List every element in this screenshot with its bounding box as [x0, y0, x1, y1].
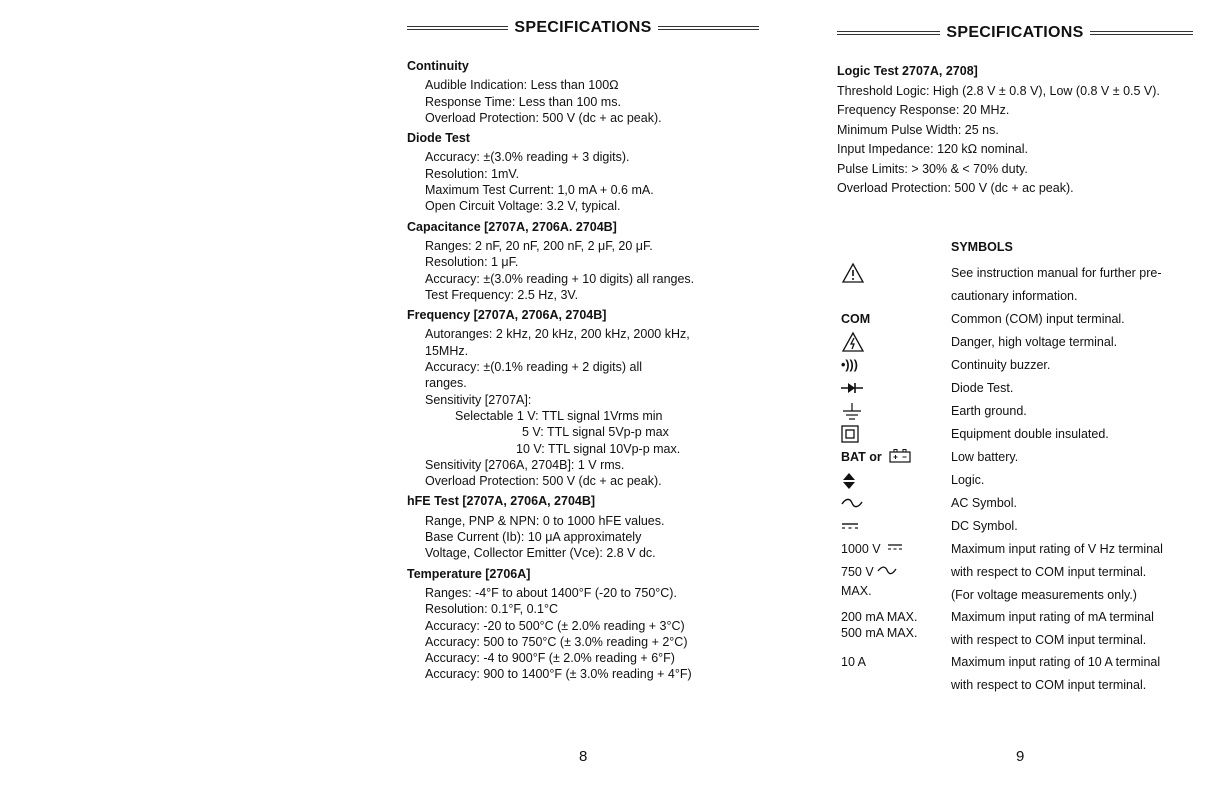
spec-line: Test Frequency: 2.5 Hz, 3V.	[425, 287, 579, 302]
diode-icon	[841, 382, 863, 394]
header-rule-left	[837, 31, 940, 35]
ac-icon	[841, 498, 863, 508]
logic-spec	[837, 62, 1207, 199]
spec-line: Sensitivity [2706A, 2704B]: 1 V rms.	[425, 457, 625, 472]
page-number: 8	[579, 748, 588, 765]
max-label: MAX.	[841, 584, 872, 598]
spec-line: Autoranges: 2 kHz, 20 kHz, 200 kHz, 2000 kHz,	[425, 327, 690, 342]
symbol-desc: AC Symbol.	[951, 496, 1017, 510]
right-page	[820, 0, 1220, 798]
high-voltage-icon	[841, 331, 865, 353]
spec-line: 15MHz.	[425, 343, 469, 358]
spec-subline: Selectable 1 V: TTL signal 1Vrms min	[455, 408, 663, 423]
spec-line: Voltage, Collector Emitter (Vce): 2.8 V dc.	[425, 546, 656, 561]
symbol-desc: with respect to COM input terminal.	[951, 633, 1147, 647]
frequency-heading: Frequency [2707A, 2706A, 2704B]	[407, 308, 607, 323]
earth-ground-icon	[841, 403, 863, 421]
v1000-text: 1000 V	[841, 542, 881, 556]
dc-icon	[841, 522, 859, 530]
spec-line: Maximum Test Current: 1,0 mA + 0.6 mA.	[425, 183, 654, 198]
v1000-label	[841, 538, 903, 561]
continuity-heading: Continuity	[407, 59, 469, 73]
spec-line: Accuracy: ±(3.0% reading + 10 digits) all ranges.	[425, 271, 695, 286]
spec-subline: 10 V: TTL signal 10Vp-p max.	[516, 441, 681, 456]
symbol-desc: Danger, high voltage terminal.	[951, 335, 1118, 349]
spec-line: Ranges: -4°F to about 1400°F (-20 to 750°C).	[425, 585, 677, 600]
symbol-desc: Maximum input rating of mA terminal	[951, 610, 1154, 624]
symbol-desc: with respect to COM input terminal.	[951, 565, 1147, 579]
battery-icon	[889, 449, 911, 463]
symbol-desc: DC Symbol.	[951, 519, 1018, 533]
ac-icon	[877, 566, 897, 575]
spec-line: Accuracy: ±(0.1% reading + 2 digits) all	[425, 360, 643, 375]
symbol-desc: Common (COM) input terminal.	[951, 312, 1125, 326]
spec-line: ranges.	[425, 376, 467, 391]
spec-line: Accuracy: -4 to 900°F (± 2.0% reading + 6°F)	[425, 651, 675, 666]
spec-line: Audible Indication: Less than 100Ω	[425, 78, 619, 93]
spec-line: Resolution: 0.1°F, 0.1°C	[425, 602, 558, 617]
header-rule-right	[1090, 31, 1193, 35]
right-header-title: SPECIFICATIONS	[946, 24, 1084, 41]
left-page	[380, 0, 800, 798]
symbol-desc: Continuity buzzer.	[951, 358, 1051, 372]
left-header-title: SPECIFICATIONS	[514, 19, 652, 36]
header-rule-right	[658, 26, 759, 30]
bat-label	[841, 446, 911, 469]
spec-line: Accuracy: 500 to 750°C (± 3.0% reading + 2°C)	[425, 634, 688, 649]
symbol-desc: (For voltage measurements only.)	[951, 588, 1137, 602]
spec-line: Minimum Pulse Width: 25 ns.	[837, 122, 999, 137]
symbol-desc: See instruction manual for further pre-	[951, 266, 1162, 280]
symbol-desc: Logic.	[951, 473, 985, 487]
spec-line: Resolution: 1 μF.	[425, 255, 519, 270]
logic-icon	[841, 472, 857, 490]
ma500-label: 500 mA MAX.	[841, 626, 918, 640]
symbol-desc: Diode Test.	[951, 381, 1014, 395]
symbol-desc: cautionary information.	[951, 289, 1078, 303]
spec-line: Frequency Response: 20 MHz.	[837, 103, 1010, 117]
left-header	[407, 19, 759, 37]
spec-line: Accuracy: ±(3.0% reading + 3 digits).	[425, 150, 630, 165]
spec-line: Resolution: 1mV.	[425, 166, 520, 181]
symbol-desc: Equipment double insulated.	[951, 427, 1109, 441]
symbol-desc: Maximum input rating of 10 A terminal	[951, 655, 1161, 669]
spec-line: Pulse Limits: > 30% & < 70% duty.	[837, 161, 1028, 176]
spec-line: Response Time: Less than 100 ms.	[425, 94, 621, 109]
capacitance-heading: Capacitance [2707A, 2706A. 2704B]	[407, 219, 617, 234]
warning-triangle-icon	[841, 262, 865, 284]
diode-heading: Diode Test	[407, 131, 470, 146]
symbols-heading: SYMBOLS	[951, 240, 1013, 254]
spec-line: Base Current (Ib): 10 μA approximately	[425, 530, 642, 545]
symbol-desc: Earth ground.	[951, 404, 1027, 418]
page-number: 9	[1016, 748, 1025, 765]
spec-line: Accuracy: 900 to 1400°F (± 3.0% reading + 4°F)	[425, 667, 692, 682]
logic-heading: Logic Test 2707A, 2708]	[837, 64, 978, 78]
com-label: COM	[841, 312, 871, 326]
spec-line: Overload Protection: 500 V (dc + ac peak).	[425, 110, 662, 125]
temperature-heading: Temperature [2706A]	[407, 566, 531, 581]
spec-line: Threshold Logic: High (2.8 V ± 0.8 V), Low (0.8 V ± 0.5 V).	[837, 83, 1160, 98]
right-header	[837, 24, 1193, 42]
hfe-heading: hFE Test [2707A, 2706A, 2704B]	[407, 494, 596, 509]
v750-text: 750 V	[841, 565, 874, 579]
symbol-desc: Low battery.	[951, 450, 1019, 464]
spec-line: Input Impedance: 120 kΩ nominal.	[837, 142, 1028, 156]
spec-line: Accuracy: -20 to 500°C (± 2.0% reading + 3°C)	[425, 618, 685, 633]
spec-line: Range, PNP & NPN: 0 to 1000 hFE values.	[425, 513, 665, 528]
double-insulated-icon	[841, 425, 859, 443]
symbol-desc: Maximum input rating of V Hz terminal	[951, 542, 1163, 556]
header-rule-left	[407, 26, 508, 30]
bat-text: BAT or	[841, 450, 882, 464]
spec-line: Overload Protection: 500 V (dc + ac peak).	[425, 474, 662, 489]
dc-icon	[887, 543, 903, 551]
buzzer-icon: •)))	[841, 358, 858, 372]
spec-line: Open Circuit Voltage: 3.2 V, typical.	[425, 199, 621, 214]
spec-line: Sensitivity [2707A]:	[425, 392, 532, 407]
symbol-desc: with respect to COM input terminal.	[951, 678, 1147, 692]
ma200-label: 200 mA MAX.	[841, 610, 918, 624]
spec-line: Overload Protection: 500 V (dc + ac peak).	[837, 181, 1074, 195]
spec-list	[407, 58, 767, 683]
spec-subline: 5 V: TTL signal 5Vp-p max	[522, 425, 669, 440]
a10-label: 10 A	[841, 655, 867, 669]
spec-line: Ranges: 2 nF, 20 nF, 200 nF, 2 μF, 20 μF.	[425, 238, 653, 253]
